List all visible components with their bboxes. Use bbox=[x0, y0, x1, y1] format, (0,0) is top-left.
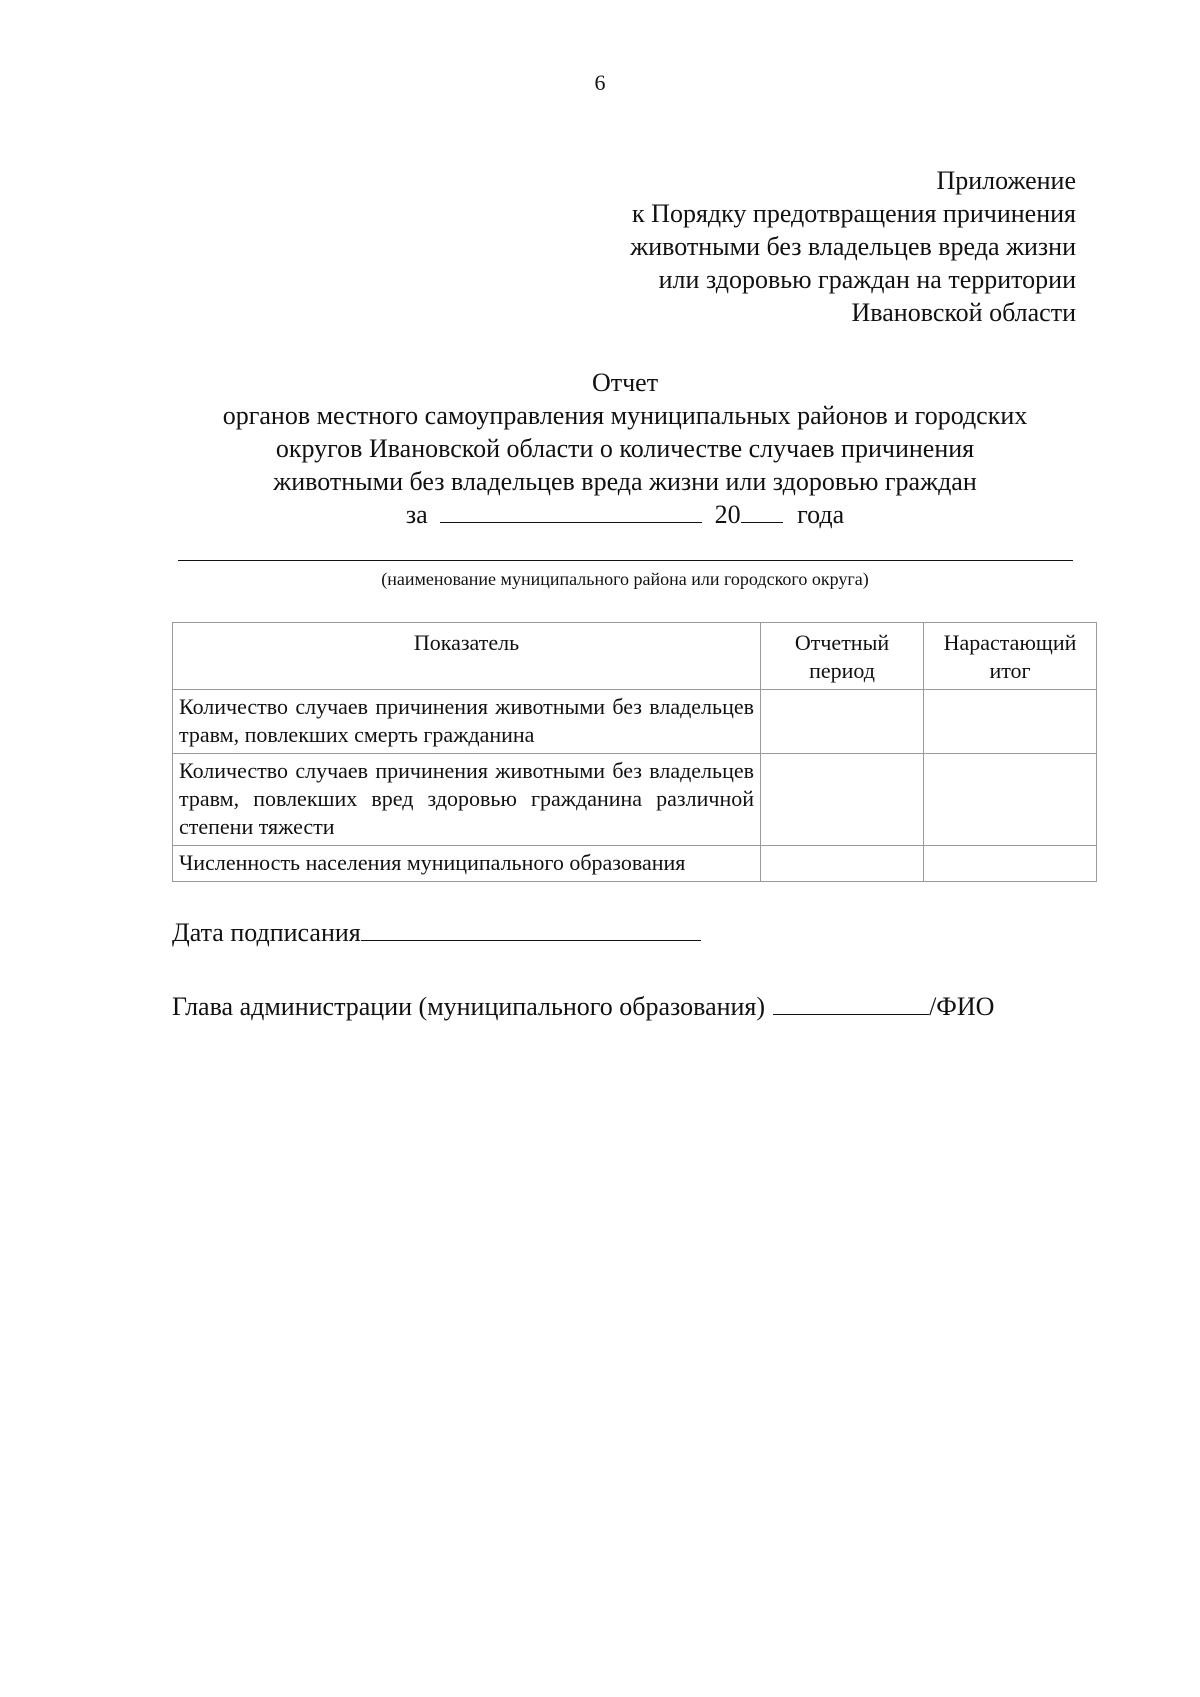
year-blank-field[interactable] bbox=[741, 500, 783, 523]
report-period-line bbox=[160, 498, 1090, 531]
signature-date-line bbox=[172, 916, 701, 948]
appendix-line: или здоровью граждан на территории bbox=[658, 265, 1076, 294]
indicator-cell: Численность населения муниципального образования bbox=[173, 846, 761, 882]
report-title: Отчет bbox=[591, 368, 659, 397]
total-value-cell[interactable] bbox=[924, 754, 1097, 846]
period-suffix: года bbox=[797, 500, 845, 529]
report-heading bbox=[160, 366, 1090, 531]
indicator-cell: Количество случаев причинения животными без владельцев травм, повлекших вред здоровью гражданина различной степени тяжести bbox=[173, 754, 761, 846]
period-year-prefix: 20 bbox=[714, 500, 741, 529]
indicator-cell: Количество случаев причинения животными без владельцев травм, повлекших смерть гражданина bbox=[173, 690, 761, 754]
total-value-cell[interactable] bbox=[924, 690, 1097, 754]
period-value-cell[interactable] bbox=[761, 846, 924, 882]
report-subtitle-line: животными без владельцев вреда жизни или здоровью граждан bbox=[273, 467, 977, 496]
period-value-cell[interactable] bbox=[761, 754, 924, 846]
appendix-line: к Порядку предотвращения причинения bbox=[632, 199, 1076, 228]
report-subtitle-line: округов Ивановской области о количестве случаев причинения bbox=[275, 434, 975, 463]
header-cumulative-total: Нарастающий итог bbox=[924, 623, 1097, 690]
report-subtitle-line: органов местного самоуправления муниципальных районов и городских bbox=[222, 401, 1028, 430]
signature-field[interactable] bbox=[773, 990, 929, 1015]
date-label: Дата подписания bbox=[172, 918, 361, 947]
total-value-cell[interactable] bbox=[924, 846, 1097, 882]
head-label: Глава администрации (муниципального образования) bbox=[172, 992, 766, 1021]
appendix-line: Ивановской области bbox=[851, 298, 1076, 327]
period-blank-field[interactable] bbox=[440, 500, 702, 523]
appendix-line: Приложение bbox=[936, 166, 1076, 195]
appendix-line: животными без владельцев вреда жизни bbox=[630, 232, 1076, 261]
name-label: /ФИО bbox=[929, 992, 995, 1021]
appendix-block bbox=[456, 164, 1076, 329]
table-row bbox=[173, 846, 1097, 882]
table-row bbox=[173, 690, 1097, 754]
signature-head-line bbox=[172, 990, 994, 1022]
municipality-name-field[interactable] bbox=[178, 560, 1073, 561]
header-indicator: Показатель bbox=[173, 623, 761, 690]
signature-date-field[interactable] bbox=[361, 916, 701, 941]
report-table bbox=[172, 622, 1097, 882]
table-header-row bbox=[173, 623, 1097, 690]
header-reporting-period: Отчетный период bbox=[761, 623, 924, 690]
table-row bbox=[173, 754, 1097, 846]
page-number: 6 bbox=[594, 70, 606, 95]
municipality-caption: (наименование муниципального района или городского округа) bbox=[381, 569, 869, 589]
period-prefix: за bbox=[405, 500, 428, 529]
period-value-cell[interactable] bbox=[761, 690, 924, 754]
